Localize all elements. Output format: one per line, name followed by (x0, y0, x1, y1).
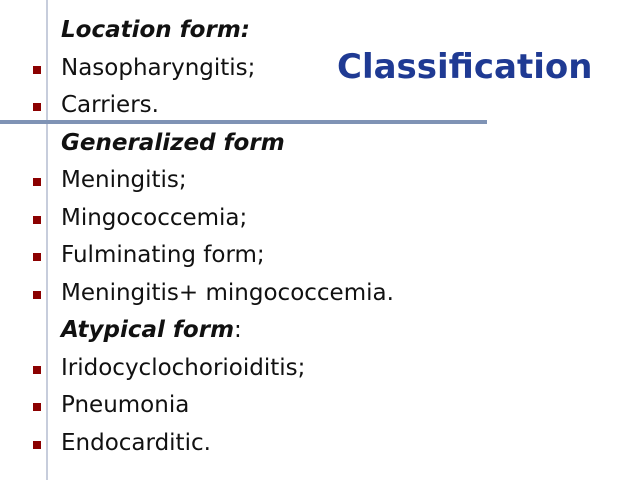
list-item-label: Fulminating form; (61, 242, 265, 268)
list-item-label: Meningitis+ mingococcemia. (61, 279, 394, 306)
classification-list (0, 12, 394, 462)
list-item (0, 387, 394, 425)
group-heading-location-form (0, 12, 394, 50)
group-heading-generalized-form (0, 125, 394, 163)
list-item (0, 200, 394, 238)
square-bullet-icon (33, 403, 41, 411)
square-bullet-icon (33, 291, 41, 299)
square-bullet-icon (33, 178, 41, 186)
square-bullet-icon (33, 441, 41, 449)
list-item (0, 162, 394, 200)
list-item (0, 50, 394, 88)
square-bullet-icon (33, 216, 41, 224)
list-item-label: Pneumonia (61, 392, 190, 418)
list-item-label: Mingococcemia; (61, 204, 248, 231)
list-item (0, 87, 394, 125)
list-item-label: Endocarditic. (61, 429, 211, 456)
list-item (0, 237, 394, 275)
group-heading-label: Generalized form (61, 129, 285, 156)
group-heading-label: Atypical form (61, 317, 235, 343)
list-item (0, 425, 394, 463)
square-bullet-icon (33, 366, 41, 374)
list-item (0, 275, 394, 313)
group-heading-suffix: : (234, 317, 242, 343)
list-item-label: Nasopharyngitis; (61, 54, 256, 81)
group-heading-label: Location form: (61, 17, 250, 43)
list-item-label: Meningitis; (61, 167, 187, 193)
square-bullet-icon (33, 253, 41, 261)
list-item-label: Carriers. (61, 92, 159, 118)
group-heading-atypical-form (0, 312, 394, 350)
list-item-label: Iridocyclochorioiditis; (61, 354, 306, 381)
square-bullet-icon (33, 66, 41, 74)
list-item (0, 350, 394, 388)
slide-title: Classification (337, 47, 593, 87)
square-bullet-icon (33, 103, 41, 111)
